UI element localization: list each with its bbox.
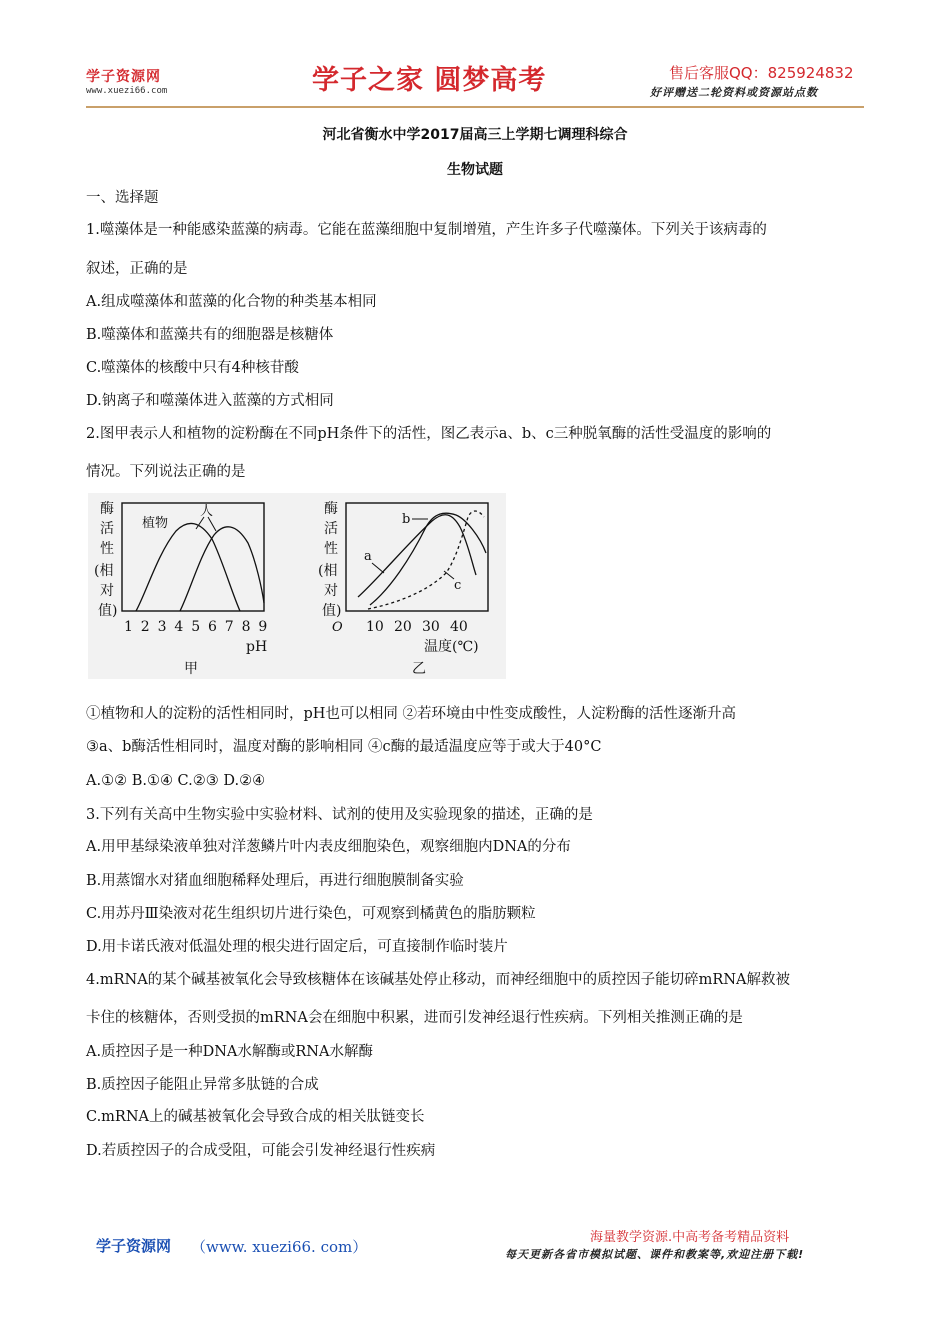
jia-ylabel-5: 对 — [100, 583, 114, 599]
jia-curve-human — [180, 527, 264, 611]
footer-url[interactable]: （www. xuezi66. com） — [191, 1238, 368, 1256]
q4-option-b: B.质控因子能阻止异常多肽链的合成 — [86, 1077, 319, 1093]
header-qq: 售后客服QQ：825924832 — [669, 64, 854, 82]
jia-tick-3: 3 — [157, 619, 167, 635]
q2-statements-line1: ①植物和人的淀粉的活性相同时，pH也可以相同 ②若环境由中性变成酸性，人淀粉酶的活性逐渐升高 — [86, 706, 737, 722]
yi-pointer-a — [372, 563, 384, 573]
jia-ylabel-2: 活 — [100, 521, 114, 537]
q2-statements-line2: ③a、b酶活性相同时，温度对酶的影响相同 ④c酶的最适温度应等于或大于40°C — [86, 739, 602, 755]
jia-caption: 甲 — [184, 661, 198, 677]
q2-stem-line1: 2.图甲表示人和植物的淀粉酶在不同pH条件下的活性，图乙表示a、b、c三种脱氧酶的活性受温度的影响的 — [86, 426, 772, 442]
yi-ylabel-5: 对 — [324, 583, 338, 599]
q4-stem-line1: 4.mRNA的某个碱基被氧化会导致核糖体在该碱基处停止移动，而神经细胞中的质控因子能切碎mRNA解救被 — [86, 972, 790, 988]
jia-tick-8: 8 — [241, 619, 251, 635]
jia-human-pointer — [196, 517, 216, 531]
jia-tick-5: 5 — [191, 619, 201, 635]
yi-tick-labels — [366, 619, 468, 635]
yi-tick-30: 30 — [422, 619, 440, 635]
jia-tick-7: 7 — [224, 619, 234, 635]
jia-xlabel: pH — [246, 639, 268, 655]
yi-label-a: a — [364, 549, 372, 564]
q1-option-d: D.钠离子和噬藻体进入蓝藻的方式相同 — [86, 393, 334, 409]
yi-ylabel-6: 值) — [322, 603, 342, 619]
yi-ylabel-2: 活 — [324, 521, 338, 537]
jia-tick-4: 4 — [174, 619, 184, 635]
footer-logo: 学子资源网 — [96, 1237, 172, 1255]
section-heading: 一、选择题 — [86, 190, 159, 206]
q4-option-a: A.质控因子是一种DNA水解酶或RNA水解酶 — [86, 1044, 373, 1060]
header-divider — [86, 106, 864, 108]
yi-label-b: b — [402, 512, 411, 527]
q3-option-d: D.用卡诺氏液对低温处理的根尖进行固定后，可直接制作临时装片 — [86, 939, 508, 955]
yi-ylabel-3: 性 — [324, 541, 338, 557]
jia-label-human: 人 — [200, 504, 214, 519]
chart-jia — [94, 501, 267, 677]
jia-curve-plant — [136, 523, 240, 611]
q1-option-b: B.噬藻体和蓝藻共有的细胞器是核糖体 — [86, 327, 334, 343]
header-promo: 好评赠送二轮资料或资源站点数 — [650, 86, 818, 99]
jia-ylabel-1: 酶 — [100, 501, 114, 517]
exam-title: 河北省衡水中学2017届高三上学期七调理科综合 — [322, 127, 628, 143]
jia-ylabel-4: (相 — [94, 563, 114, 579]
q4-stem-line2: 卡住的核糖体，否则受损的mRNA会在细胞中积累，进而引发神经退行性疾病。下列相关推测正确的是 — [86, 1010, 743, 1026]
yi-label-c: c — [454, 578, 462, 593]
jia-tick-2: 2 — [140, 619, 150, 635]
header-logo-url: www.xuezi66.com — [86, 86, 168, 96]
jia-ylabel-6: 值) — [98, 603, 118, 619]
jia-tick-labels — [124, 619, 267, 635]
yi-curve-c — [368, 511, 484, 609]
jia-label-plant: 植物 — [142, 516, 169, 531]
header-slogan: 学子之家 圆梦高考 — [312, 65, 547, 96]
yi-tick-10: 10 — [366, 619, 384, 635]
q2-figure-svg — [88, 493, 506, 679]
jia-tick-9: 9 — [258, 619, 268, 635]
q2-options: A.①② B.①④ C.②③ D.②④ — [86, 773, 266, 789]
q4-option-c: C.mRNA上的碱基被氧化会导致合成的相关肽链变长 — [86, 1109, 425, 1125]
q4-option-d: D.若质控因子的合成受阻，可能会引发神经退行性疾病 — [86, 1143, 436, 1159]
yi-origin: O — [332, 620, 343, 635]
header-logo: 学子资源网 — [86, 69, 161, 85]
footer-tagline: 海量教学资源.中高考备考精品资料 — [590, 1230, 790, 1245]
q2-figure — [88, 493, 506, 679]
yi-xlabel: 温度(℃) — [424, 639, 479, 655]
q1-option-a: A.组成噬藻体和蓝藻的化合物的种类基本相同 — [86, 294, 377, 310]
q1-stem-line2: 叙述，正确的是 — [86, 261, 188, 277]
yi-tick-20: 20 — [394, 619, 412, 635]
yi-tick-40: 40 — [450, 619, 468, 635]
yi-caption: 乙 — [412, 661, 426, 677]
q3-stem: 3.下列有关高中生物实验中实验材料、试剂的使用及实验现象的描述，正确的是 — [86, 807, 593, 823]
chart-yi — [318, 501, 488, 677]
yi-ylabel-4: (相 — [318, 563, 338, 579]
q1-stem-line1: 1.噬藻体是一种能感染蓝藻的病毒。它能在蓝藻细胞中复制增殖，产生许多子代噬藻体。下列关于该病毒的 — [86, 222, 767, 238]
yi-pointer-c — [444, 571, 454, 579]
q1-option-c: C.噬藻体的核酸中只有4种核苷酸 — [86, 360, 299, 376]
jia-tick-6: 6 — [208, 619, 217, 635]
yi-curve-b — [370, 513, 486, 605]
jia-ylabel-3: 性 — [100, 541, 114, 557]
yi-ylabel-1: 酶 — [324, 501, 338, 517]
q2-stem-line2: 情况。下列说法正确的是 — [86, 464, 246, 480]
q3-option-b: B.用蒸馏水对猪血细胞稀释处理后，再进行细胞膜制备实验 — [86, 873, 464, 889]
q3-option-a: A.用甲基绿染液单独对洋葱鳞片叶内表皮细胞染色，观察细胞内DNA的分布 — [86, 839, 571, 855]
q3-option-c: C.用苏丹Ⅲ染液对花生组织切片进行染色，可观察到橘黄色的脂肪颗粒 — [86, 906, 536, 922]
jia-tick-1: 1 — [124, 619, 133, 635]
footer-notice: 每天更新各省市模拟试题、课件和教案等,欢迎注册下载! — [505, 1248, 805, 1261]
exam-subtitle: 生物试题 — [447, 162, 503, 178]
